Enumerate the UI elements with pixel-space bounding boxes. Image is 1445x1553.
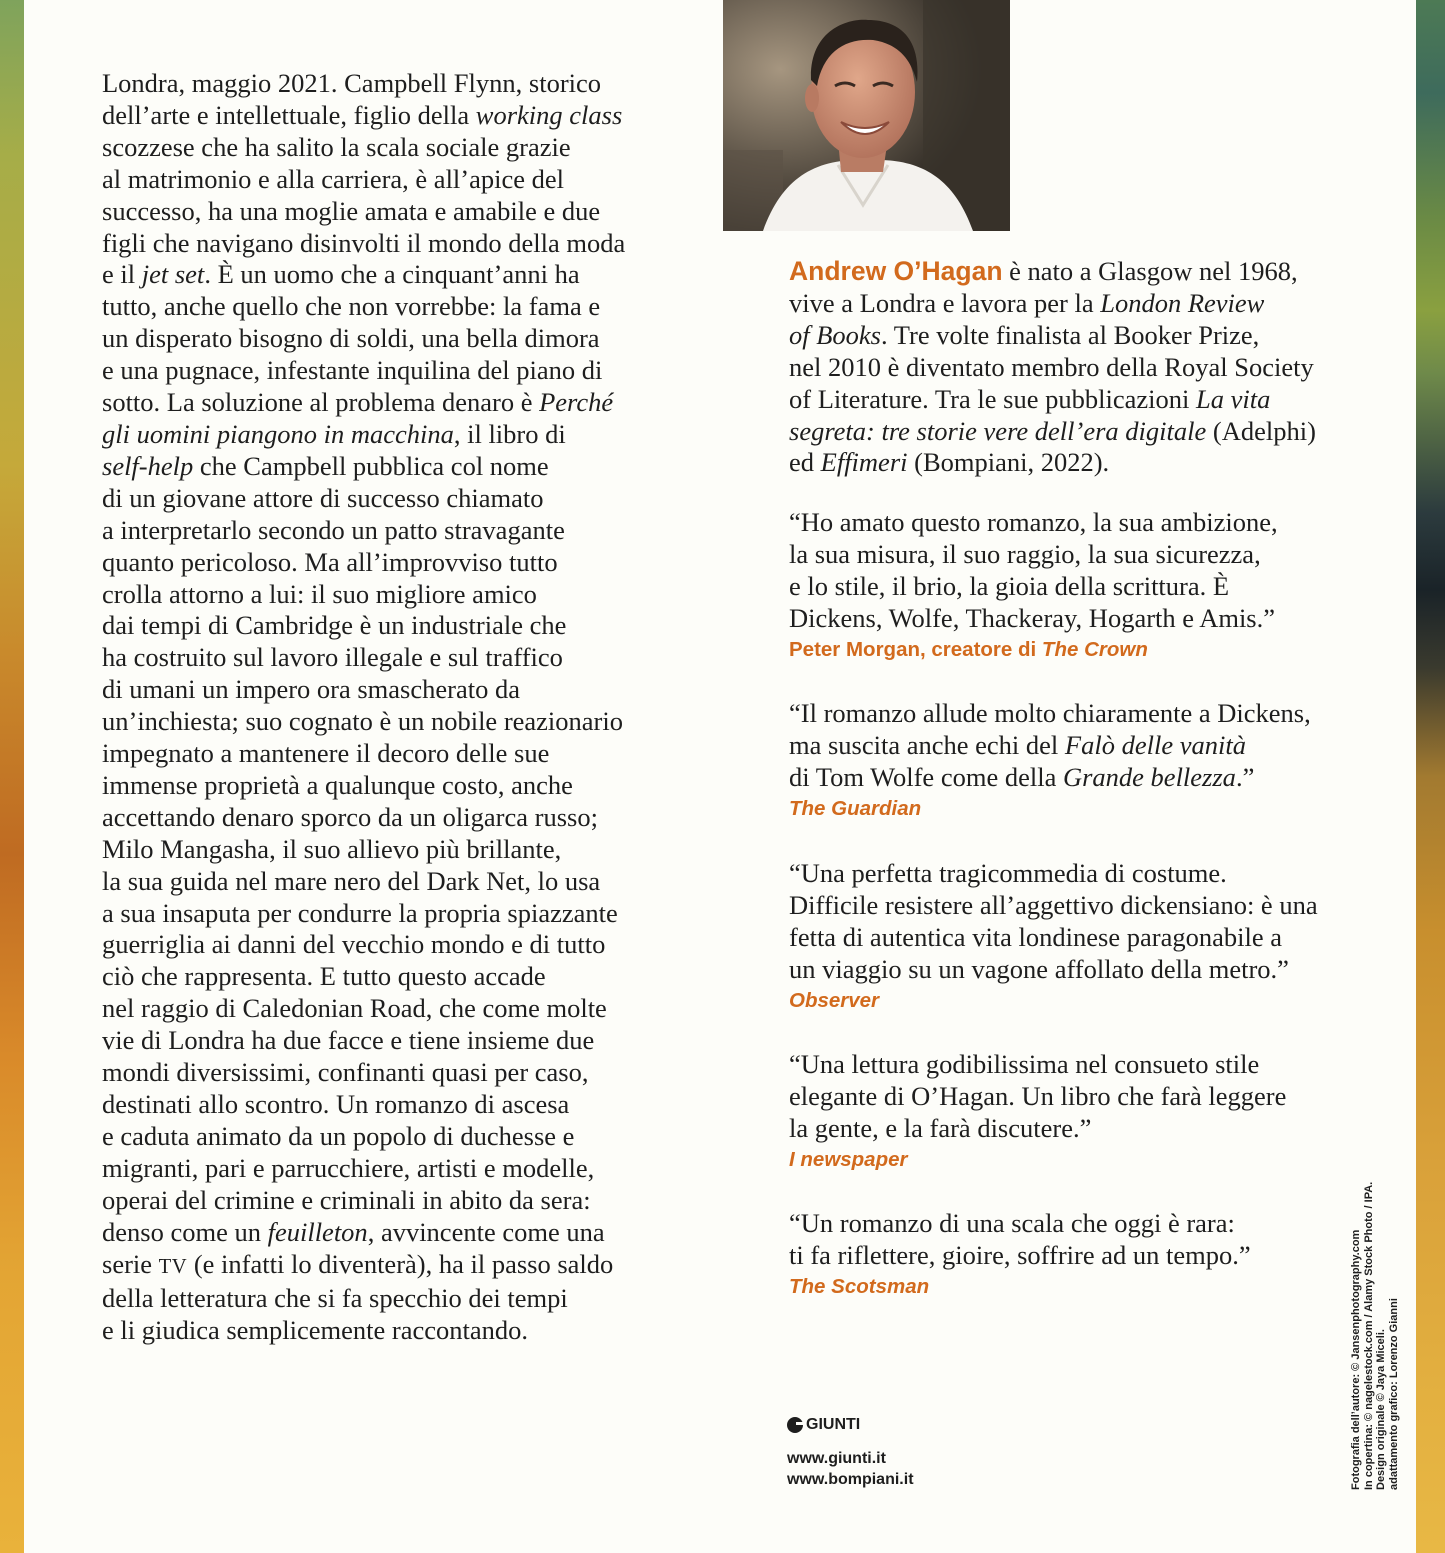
synopsis-line: Londra, maggio 2021. Campbell Flynn, storico <box>102 68 602 98</box>
review-source: The Scotsman <box>789 1274 930 1298</box>
image-credits: Fotografia dell’autore: © Jansenphotography.com In copertina: © nagelestock.com / Alamy Stock Photo / IPA. Design originale © Jaya Miceli. adattamento grafico: Lorenzo Gianni <box>1350 1181 1400 1490</box>
synopsis-text: Londra, maggio 2021. Campbell Flynn, storico dell’arte e intellettuale, figlio della working class scozzese che ha salito la scala sociale grazie al matrimonio e alla carriera, è all’apice del successo, ha una moglie amata e amabile e due figli che navigano disinvolti il mondo della moda e il jet set. È un uomo che a cinquant’anni ha tutto, anche quello che non vorrebbe: la fama e un disperato bisogno di soldi, una bella dimora e una pugnace, infestante inquilina del piano di sotto. La soluzione al problema denaro è Perché gli uomini piangono in macchina, il libro di self-help che Campbell pubblica col nome di un giovane attore di successo chiamato a interpretarlo secondo un patto stravagante quanto pericoloso. Ma all’improvviso tutto crolla attorno a lui: il suo migliore amico dai tempi di Cambridge è un industriale che ha costruito sul lavoro illegale e sul traffico di umani un impero ora smascherato da un’inchiesta; suo cognato è un nobile reazionario impegnato a mantenere il decoro delle sue immense proprietà a qualunque costo, anche accettando denaro sporco da un oligarca russo; Milo Mangasha, il suo allievo più brillante, la sua guida nel mare nero del Dark Net, lo usa a sua insaputa per condurre la propria spiazzante guerriglia ai danni del vecchio mondo e di tutto ciò che rappresenta. E tutto questo accade nel raggio di Caledonian Road, che come molte vie di Londra ha due facce e tiene insieme due mondi diversissimi, confinanti quasi per caso, destinati allo scontro. Un romanzo di ascesa e caduta animato da un popolo di duchesse e migranti, pari e parrucchiere, artisti e modelle, operai del crimine e criminali in abito da sera: denso come un feuilleton, avvincente come una serie TV (e infatti lo diventerà), ha il passo saldo della letteratura che si fa specchio dei tempi e li giudica semplicemente raccontando. <box>102 68 626 1346</box>
review-quote: “Una perfetta tragicommedia di costume. Difficile resistere all’aggettivo dickensiano: è una fetta di autentica vita londinese paragonabile a un viaggio su un vagone affollato della metro.” Observer <box>789 858 1349 1014</box>
review-quote: “Ho amato questo romanzo, la sua ambizione, la sua misura, il suo raggio, la sua sicurezza, e lo stile, il brio, la gioia della scrittura. È Dickens, Wolfe, Thackeray, Hogarth e Amis.” Peter Morgan, creatore di The Crown <box>789 507 1349 663</box>
author-name: Andrew O’Hagan <box>789 256 1003 286</box>
review-source: Peter Morgan, creatore di The Crown <box>789 637 1148 661</box>
publisher-logo: GIUNTI <box>787 1416 860 1434</box>
author-photo <box>723 0 1010 231</box>
watercolor-border-right <box>1416 0 1445 1553</box>
review-source: I newspaper <box>789 1147 908 1171</box>
author-bio: Andrew O’Hagan è nato a Glasgow nel 1968, vive a Londra e lavora per la London Review of Books. Tre volte finalista al Booker Prize, nel 2010 è diventato membro della Royal Society of Literature. Tra le sue pubblicazioni La vita segreta: tre storie vere dell’era digitale (Adelphi) ed Effimeri (Bompiani, 2022). <box>789 256 1316 478</box>
review-quote: “Una lettura godibilissima nel consueto stile elegante di O’Hagan. Un libro che farà leggere la gente, e la farà discutere.” I newspaper <box>789 1049 1349 1173</box>
review-source: The Guardian <box>789 796 922 820</box>
publisher-website-link[interactable]: www.giunti.it <box>787 1450 886 1467</box>
watercolor-border-left <box>0 0 24 1553</box>
publisher-website-link[interactable]: www.bompiani.it <box>787 1471 914 1488</box>
review-source: Observer <box>789 988 880 1012</box>
review-quote: “Il romanzo allude molto chiaramente a Dickens, ma suscita anche echi del Falò delle vanità di Tom Wolfe come della Grande bellezza.” The Guardian <box>789 698 1349 822</box>
review-quote: “Un romanzo di una scala che oggi è rara: ti fa riflettere, gioire, soffrire ad un tempo.” The Scotsman <box>789 1208 1349 1300</box>
author-portrait-illustration <box>723 0 1010 231</box>
giunti-logo-icon <box>787 1417 803 1433</box>
